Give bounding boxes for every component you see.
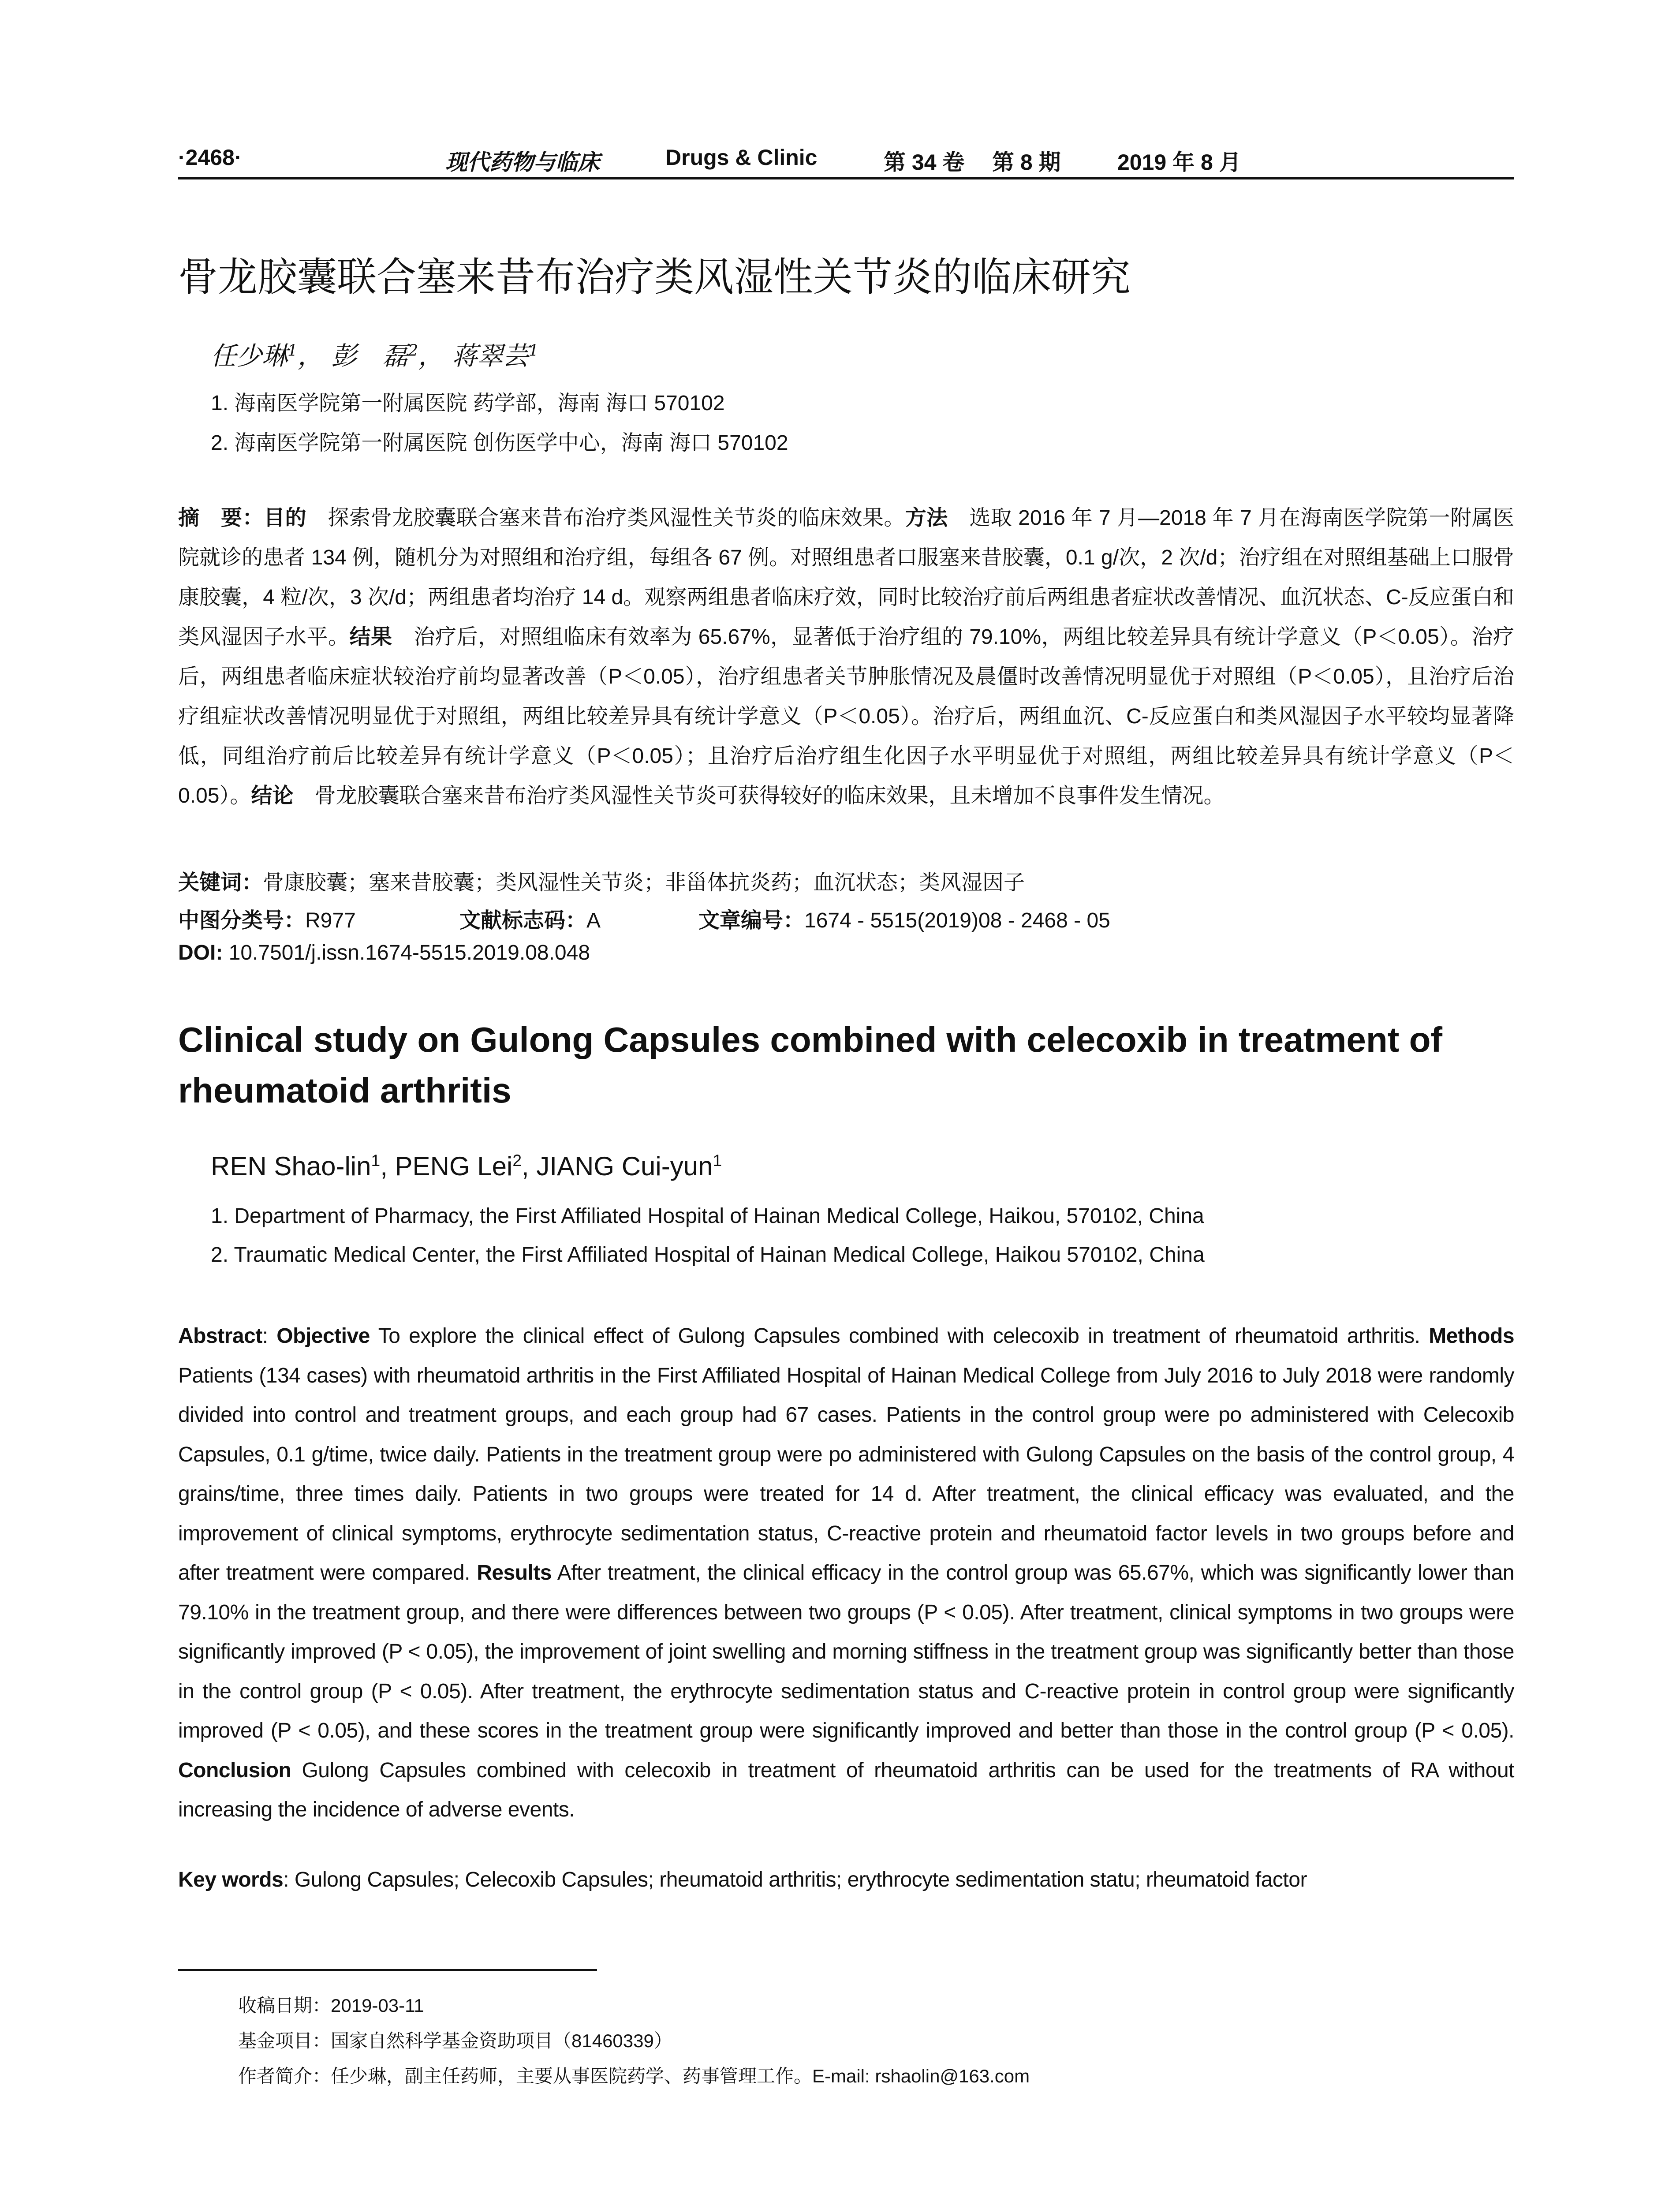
keywords-cn-text: 骨康胶囊；塞来昔胶囊；类风湿性关节炎；非甾体抗炎药；血沉状态；类风湿因子 <box>263 871 1025 894</box>
clc-label: 中图分类号： <box>178 909 306 932</box>
abstract-cn-label: 摘 要： <box>178 506 264 530</box>
issue: 第 8 期 <box>992 150 1061 175</box>
doc-code-label: 文献标志码： <box>459 909 587 932</box>
footnote-received: 收稿日期：2019-03-11 <box>238 1995 424 2016</box>
footnote-bio: 作者简介：任少琳，副主任药师，主要从事医院药学、药事管理工作。E-mail: rshaolin@163.com <box>238 2066 1030 2086</box>
author-cn-2: 彭 磊 <box>331 341 408 371</box>
author-en-2: PENG Lei <box>395 1151 513 1181</box>
methods-en-label: Methods <box>1429 1324 1515 1348</box>
author-cn-1: 任少琳 <box>211 341 288 371</box>
doc-code: A <box>586 909 601 932</box>
page-number: ·2468· <box>178 145 242 170</box>
objective-cn: 探索骨龙胶囊联合塞来昔布治疗类风湿性关节炎的临床效果。 <box>306 506 905 530</box>
title-cn: 骨龙胶囊联合塞来昔布治疗类风湿性关节炎的临床研究 <box>178 254 1131 300</box>
author-en-3: JIANG Cui-yun <box>536 1151 713 1181</box>
article-no-label: 文章编号： <box>698 909 805 932</box>
abstract-en: Abstract: Objective To explore the clinical effect of Gulong Capsules combined with celecoxib in treatment of rheumatoid arthritis. Methods Patients (134 cases) with rheumatoid arthritis in the First Affiliated Hospital of Hainan Medical College from July 2016 to July 2018 were randomly divided into control and treatment groups, and each group had 67 cases. Patients in the control group were po administered with Celecoxib Capsules, 0.1 g/time, twice daily. Patients in the treatment group were po administered with Gulong Capsules on the basis of the control group, 4 grains/time, three times daily. Patients in two groups were treated for 14 d. After treatment, the clinical efficacy was evaluated, and the improvement of clinical symptoms, erythrocyte sedimentation status, C-reactive protein and rheumatoid factor levels in two groups before and after treatment were compared. Results After treatment, the clinical efficacy in the control group was 65.67%, which was significantly lower than 79.10% in the treatment group, and there were differences between two groups (P < 0.05). After treatment, clinical symptoms in two groups were significantly improved (P < 0.05), the improvement of joint swelling and morning stiffness in the treatment group was significantly better than those in the control group (P < 0.05). After treatment, the erythrocyte sedimentation status and C-reactive protein in control group were significantly improved (P < 0.05), and these scores in the treatment group were significantly improved and better than those in the control group (P < 0.05). Conclusion Gulong Capsules combined with celecoxib in treatment of rheumatoid arthritis can be used for the treatments of RA without increasing the incidence of adverse events. <box>178 1324 1515 1821</box>
results-cn: 治疗后，对照组临床有效率为 65.67%，显著低于治疗组的 79.10%，两组比较差异具有统计学意义（P＜0.05）。治疗后，两组患者临床症状较治疗前均显著改善（P＜0.05），治疗组患者关节肿胀情况及晨僵时改善情况明显优于对照组（P＜0.05），且治疗后治疗组症状改善情况明显优于对照组，两组比较差异具有统计学意义（P＜0.05）。治疗后，两组血沉、C-反应蛋白和类风湿因子水平较均显著降低，同组治疗前后比较差异有统计学意义（P＜0.05）；且治疗后治疗组生化因子水平明显优于对照组，两组比较差异具有统计学意义（P＜0.05）。 <box>178 625 1514 807</box>
keywords-cn-label: 关键词： <box>178 871 263 894</box>
abstract-cn <box>178 498 1514 816</box>
title-en: Clinical study on Gulong Capsules combined with celecoxib in treatment of rheumatoid arthritis <box>178 1020 1443 1110</box>
journal-name-en: Drugs & Clinic <box>665 145 818 170</box>
objective-cn-label: 目的 <box>263 506 306 530</box>
affiliation-en-2: 2. Traumatic Medical Center, the First Affiliated Hospital of Hainan Medical College, Haikou 570102, China <box>211 1243 1205 1267</box>
journal-name-cn: 现代药物与临床 <box>445 149 600 175</box>
results-cn-label: 结果 <box>349 625 392 649</box>
results-en-label: Results <box>477 1561 552 1585</box>
conclusion-en-label: Conclusion <box>178 1758 291 1782</box>
methods-cn-label: 方法 <box>905 506 948 530</box>
conclusion-cn-label: 结论 <box>251 784 294 807</box>
affiliation-cn-1: 1. 海南医学院第一附属医院 药学部，海南 海口 570102 <box>211 392 725 415</box>
doi-label: DOI: <box>178 941 223 964</box>
objective-en-label: Objective <box>276 1324 370 1348</box>
authors-en: REN Shao-lin$^1$, PENG Lei$^2$, JIANG Cui-yun$^1$ <box>211 1151 722 1181</box>
results-en: After treatment, the clinical efficacy in the control group was 65.67%, which was significantly lower than 79.10% in the treatment group, and there were differences between two groups (P < 0.05). After treatment, clinical symptoms in two groups were significantly improved (P < 0.05), the improvement of joint swelling and morning stiffness in the treatment group was significantly better than those in the control group (P < 0.05). After treatment, the erythrocyte sedimentation status and C-reactive protein in control group were significantly improved (P < 0.05), and these scores in the treatment group were significantly improved and better than those in the control group (P < 0.05). <box>178 1561 1514 1742</box>
issue-date: 2019 年 8 月 <box>1117 150 1241 175</box>
keywords-en-text: : Gulong Capsules; Celecoxib Capsules; rheumatoid arthritis; erythrocyte sedimentation statu; rheumatoid factor <box>283 1868 1307 1891</box>
conclusion-en: Gulong Capsules combined with celecoxib in treatment of rheumatoid arthritis can be used for the treatments of RA without increasing the incidence of adverse events. <box>178 1758 1514 1821</box>
doi-line <box>178 941 590 965</box>
abstract-en-label: Abstract <box>178 1324 262 1348</box>
conclusion-cn: 骨龙胶囊联合塞来昔布治疗类风湿性关节炎可获得较好的临床效果，且未增加不良事件发生情况。 <box>293 784 1225 807</box>
header-rule <box>178 177 1514 179</box>
keywords-en-label: Key words <box>178 1868 284 1891</box>
footnote-rule <box>178 1969 597 1971</box>
clc-code: R977 <box>305 909 356 932</box>
volume: 第 34 卷 <box>884 150 965 175</box>
affiliation-en-1: 1. Department of Pharmacy, the First Affiliated Hospital of Hainan Medical College, Haikou, 570102, China <box>211 1204 1204 1228</box>
affiliation-cn-2: 2. 海南医学院第一附属医院 创伤医学中心，海南 海口 570102 <box>211 431 788 455</box>
keywords-cn <box>178 865 1025 896</box>
doi-link[interactable]: 10.7501/j.issn.1674-5515.2019.08.048 <box>223 941 590 964</box>
author-cn-3: 蒋翠芸 <box>452 341 529 371</box>
authors-cn: 任少琳$^1$， 彭 磊$^2$， 蒋翠芸$^1$ <box>211 341 539 371</box>
author-en-1: REN Shao-lin <box>211 1151 371 1181</box>
footnote-fund: 基金项目：国家自然科学基金资助项目（81460339） <box>238 2030 672 2051</box>
article-no: 1674 - 5515(2019)08 - 2468 - 05 <box>804 909 1110 932</box>
methods-en: Patients (134 cases) with rheumatoid arthritis in the First Affiliated Hospital of Hainan Medical College from July 2016 to July 2018 were randomly divided into control and treatment groups, and each group had 67 cases. Patients in the control group were po administered with Celecoxib Capsules, 0.1 g/time, twice daily. Patients in the treatment group were po administered with Gulong Capsules on the basis of the control group, 4 grains/time, three times daily. Patients in two groups were treated for 14 d. After treatment, the clinical efficacy was evaluated, and the improvement of clinical symptoms, erythrocyte sedimentation status, C-reactive protein and rheumatoid factor levels in two groups before and after treatment were compared. <box>178 1364 1514 1585</box>
objective-en: To explore the clinical effect of Gulong Capsules combined with celecoxib in treatment of rheumatoid arthritis. <box>370 1324 1420 1348</box>
methods-cn: 选取 2016 年 7 月—2018 年 7 月在海南医学院第一附属医院就诊的患者 134 例，随机分为对照组和治疗组，每组各 67 例。对照组患者口服塞来昔胶囊，0.1 g/次，2 次/d；治疗组在对照组基础上口服骨康胶囊，4 粒/次，3 次/d；两组患者均治疗 14 d。观察两组患者临床疗效，同时比较治疗前后两组患者症状改善情况、血沉状态、C-反应蛋白和类风湿因子水平。 <box>178 506 1514 649</box>
keywords-en <box>178 1868 1514 1892</box>
